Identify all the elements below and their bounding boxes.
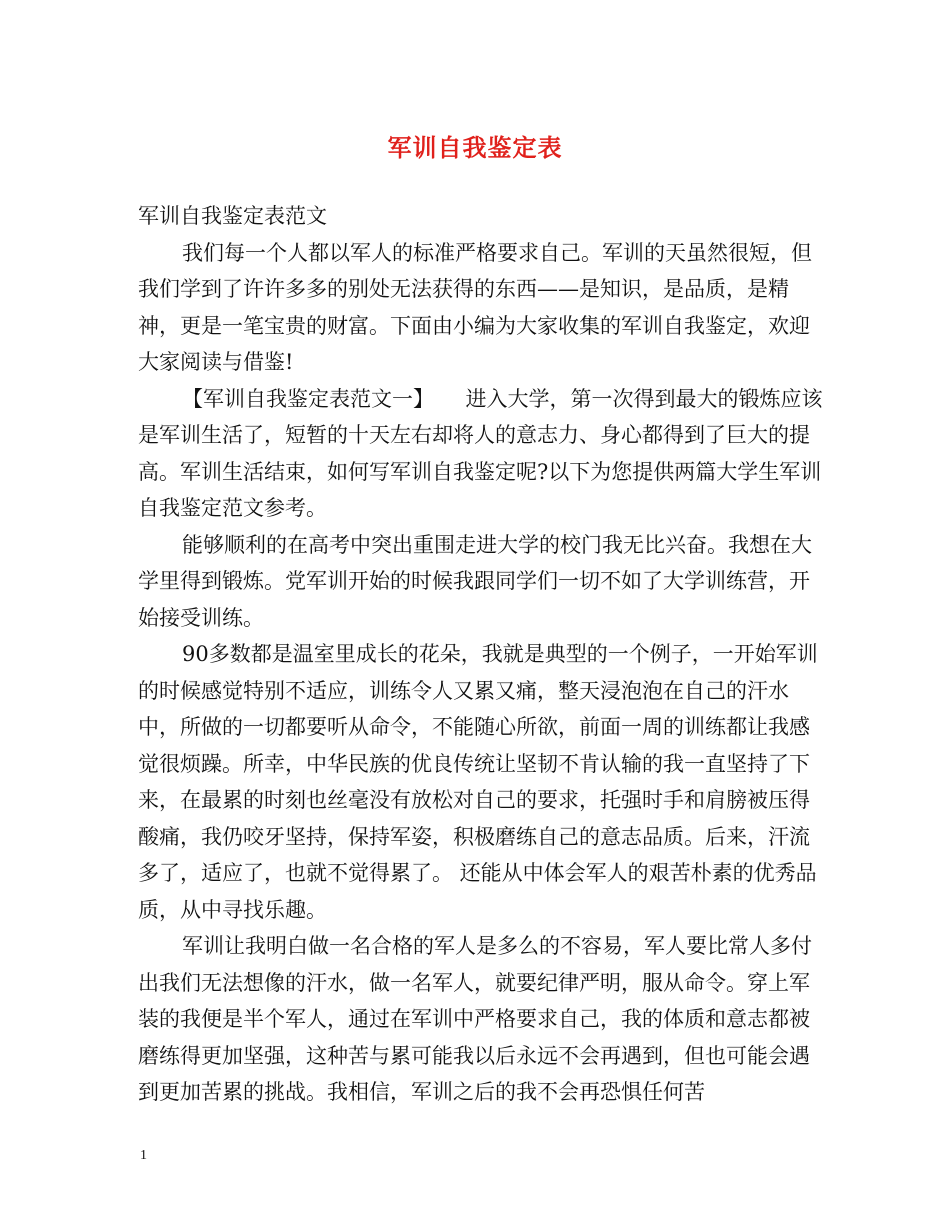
paragraph-entering-university: 能够顺利的在高考中突出重围走进大学的校门我无比兴奋。我想在大学里得到锻炼。党军训开始的时候我跟同学们一切不如了大学训练营，开始接受训练。 xyxy=(138,532,812,630)
paragraph-qualified-soldier: 军训让我明白做一名合格的军人是多么的不容易，军人要比常人多付出我们无法想像的汗水，做一名军人，就要纪律严明，服从命令。穿上军装的我便是半个军人，通过在军训中严格要求自己，我的体质和意志都被磨练得更加坚强，这种苦与累可能我以后永远不会再遇到，但也可能会遇到更加苦累的挑战。我相信，军训之后的我不会再恐惧任何苦 xyxy=(138,934,812,1104)
document-body xyxy=(138,198,828,1111)
page-title: 军训自我鉴定表 xyxy=(387,133,563,162)
paragraph-greenhouse-flowers: 90多数都是温室里成长的花朵，我就是典型的一个例子，一开始军训的时候感觉特别不适应，训练令人又累又痛，整天浸泡泡在自己的汗水中，所做的一切都要听从命令，不能随心所欲，前面一周的训练都让我感觉很烦躁。所幸，中华民族的优良传统让坚韧不肯认输的我一直坚持了下来，在最累的时刻也丝毫没有放松对自己的要求，托强时手和肩膀被压得酸痛，我仍咬牙坚持，保持军姿，积极磨练自己的意志品质。后来，汗流多了，适应了，也就不觉得累了。 还能从中体会军人的艰苦朴素的优秀品质，从中寻找乐趣。 xyxy=(138,642,818,922)
document-subtitle: 军训自我鉴定表范文 xyxy=(138,204,327,228)
paragraph-intro: 我们每一个人都以军人的标准严格要求自己。军训的天虽然很短，但我们学到了许许多多的别处无法获得的东西——是知识，是品质，是精神，更是一笔宝贵的财富。下面由小编为大家收集的军训自我鉴定，欢迎大家阅读与借鉴! xyxy=(138,240,812,374)
page-number: 1 xyxy=(140,1148,147,1163)
paragraph-example-one: 【军训自我鉴定表范文一】 进入大学，第一次得到最大的锻炼应该是军训生活了，短暂的十天左右却将人的意志力、身心都得到了巨大的提高。军训生活结束，如何写军训自我鉴定呢?以下为您提供两篇大学生军训自我鉴定范文参考。 xyxy=(138,386,823,520)
